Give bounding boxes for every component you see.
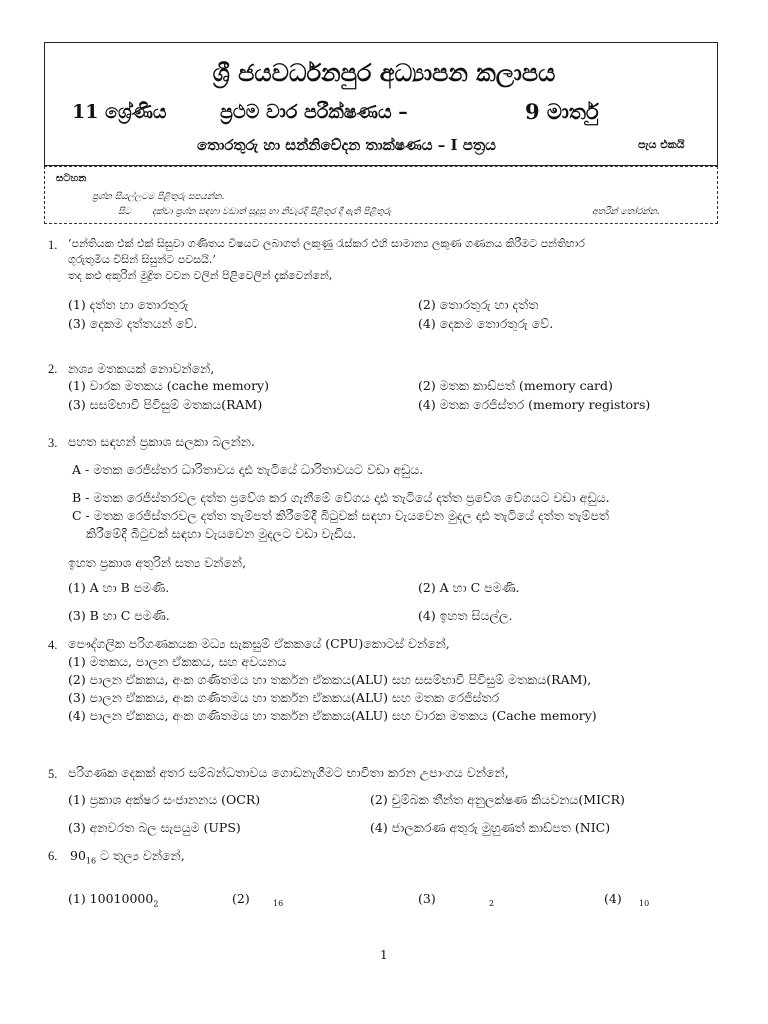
base-subscript: 16 [85, 856, 97, 866]
instruction-line-2: දක්වා ප්‍රශ්න සඳහා වඩාත් සුදුසු හා නිවැරදි පිළිතුර දී ඇති පිළිතුරු [152, 207, 392, 217]
subject-label: තොරතුරු හා සන්නිවේදන තාක්ෂණය – I පත්‍රය [197, 136, 496, 154]
question-3-option-3[interactable]: (3) B හා C පමණි. [68, 608, 170, 623]
grade-label: 11 ශ්‍රේණිය [72, 101, 167, 123]
question-3-option-1[interactable]: (1) A හා B පමණි. [68, 580, 170, 595]
question-6-text: ට තුල්‍ය වන්නේ, [96, 848, 185, 863]
term-label: ප්‍රථම වාර පරීක්ෂණය – [220, 101, 408, 123]
question-1-option-1[interactable]: (1) දත්ත හා තොරතුරු [68, 297, 189, 312]
instruction-line-1: ප්‍රශ්න සියල්ලටම පිළිතුරු සපයන්න. [92, 192, 225, 202]
option-3-base: 2 [489, 899, 495, 908]
exam-title: ශ්‍රී ජයවර්ධනපුර අධ්‍යාපන කලාපය [212, 58, 556, 87]
number-value: 90 [70, 848, 86, 863]
question-2-option-4[interactable]: (4) මතක රෙජිස්තර (memory registors) [418, 397, 651, 412]
statement-c: C - මතක රෙජිස්තරවල දත්ත තැම්පත් කිරීමේදී බිටුවක් සඳහා වැයවෙන මුදල දෘඪ තැටියේ දත්ත තැම්පත් [72, 508, 610, 523]
date-label: 9 මාර්තු [525, 99, 599, 124]
instruction-line-2-suffix: අතරින් තෝරන්න. [592, 207, 660, 217]
question-4-number: 4. [48, 638, 58, 652]
question-1-option-4[interactable]: (4) දෙකම තොරතුරු වේ. [418, 316, 554, 331]
question-5-number: 5. [48, 767, 58, 781]
question-4-option-4[interactable]: (4) පාලන ඒකකය, අංක ගණිතමය හා තර්කන ඒකකය(ALU) සහ වාරක මතකය (Cache memory) [68, 708, 597, 723]
option-2-base: 16 [273, 899, 284, 908]
question-3-option-4[interactable]: (4) ඉහත සියල්ල. [418, 608, 513, 623]
question-1-number: 1. [48, 238, 58, 252]
question-4-option-2[interactable]: (2) පාලන ඒකකය, අංක ගණිතමය හා තර්කන ඒකකය(ALU) සහ සසම්භාවී පිවිසුම් මතකය(RAM), [68, 672, 592, 687]
option-4-label: (4) [604, 891, 622, 906]
statement-c-cont: කිරීමේදී බිටුවක් සඳහා වැයවෙන මුදලට වඩා වැඩිය. [86, 526, 357, 541]
question-4-option-1[interactable]: (1) මතකය, පාලන ඒකකය, සහ අවයනය [68, 654, 287, 669]
option-2-label: (2) [232, 891, 250, 906]
question-6-option-1[interactable] [68, 891, 158, 909]
question-1-line: ගුරුතුමිය විසින් සිසුන්ට පවසයි.’ [68, 253, 216, 266]
question-3-prompt: ඉහත ප්‍රකාශ අතුරින් සත්‍ය වන්නේ, [68, 555, 247, 570]
question-6-option-2[interactable] [232, 891, 250, 906]
question-5-option-3[interactable]: (3) අනවරත බල සැපයුම (UPS) [68, 820, 241, 835]
question-2-option-3[interactable]: (3) සසම්භාවී පිවිසුම් මතකය(RAM) [68, 397, 263, 412]
question-2-option-2[interactable]: (2) මතක කාඩ්පත් (memory card) [418, 378, 613, 393]
instruction-line-2-prefix: සිට [118, 207, 131, 217]
question-5-option-1[interactable]: (1) ප්‍රකාශ අක්ෂර සංජානනය (OCR) [68, 792, 261, 807]
statement-a: A - මතක රෙජිස්තර ධාරිතාවය දෘඪ තැටියේ ධාරිතාවයට වඩා අඩුය. [72, 462, 424, 477]
question-1-option-2[interactable]: (2) තොරතුරු හා දත්ත [418, 297, 539, 312]
question-5-option-2[interactable]: (2) චුම්බක තීන්ත අනුලක්ෂණ කියවනය(MICR) [370, 792, 625, 807]
question-1-option-3[interactable]: (3) දෙකම දත්තයන් වේ. [68, 316, 198, 331]
question-6-option-4[interactable] [604, 891, 622, 906]
duration-label: පැය එකයි [638, 138, 685, 151]
page-number: 1 [380, 948, 388, 962]
option-1-value: (1) 10010000 [68, 891, 154, 906]
question-5-option-4[interactable]: (4) ජාලකරණ අතුරු මුහුණත් කාඩ්පත (NIC) [370, 820, 611, 835]
question-4-option-3[interactable]: (3) පාලන ඒකකය, අංක ගණිතමය හා තර්කන ඒකකය(ALU) සහ මතක රෙජිස්තර [68, 690, 500, 705]
question-1-line: ‘පන්තියක එක් එක් සිසුවා ගණිතය විෂයට ලබාගත් ලකුණු රැස්කර එහි සාමාන්‍ය ලකුණ ගණනය කිරීමට පන්තිභාර [68, 237, 585, 250]
question-3-option-2[interactable]: (2) A හා C පමණි. [418, 580, 520, 595]
question-6-option-3[interactable] [418, 891, 436, 906]
statement-b: B - මතක රෙජිස්තරවල දත්ත ප්‍රවේශ කර ගැනීමේ වේගය දෘඪ තැටියේ දත්ත ප්‍රවේශ වේගයට වඩා අඩුය. [72, 490, 610, 505]
question-2-number: 2. [48, 362, 58, 376]
question-3-line: පහත සඳහන් ප්‍රකාශ සලකා බලන්න. [68, 434, 255, 449]
instructions-heading: සටහන [56, 173, 87, 184]
question-6-line [70, 848, 185, 870]
question-4-line: පෞද්ගලික පරිගණකයක මධ්‍ය සැකසුම් ඒකකයේ (CPU)කොටස් වන්නේ, [68, 636, 450, 651]
option-4-base: 10 [639, 899, 650, 908]
option-1-base: 2 [153, 899, 159, 909]
question-1-line: තද කළු අකුරින් මුද්‍රිත වචන වලින් පිළිවෙලින් දැක්වෙන්නේ, [68, 269, 333, 282]
option-3-label: (3) [418, 891, 436, 906]
question-2-line: නශ්‍ය මතකයක් නොවන්නේ, [68, 361, 215, 376]
question-6-number: 6. [48, 849, 58, 863]
question-5-line: පරිගණක දෙකක් අතර සම්බන්ධතාවය ගොඩනැගීමට භාවිතා කරන උපාංගය වන්නේ, [68, 765, 509, 780]
question-3-number: 3. [48, 436, 58, 450]
question-2-option-1[interactable]: (1) වාරක මතකය (cache memory) [68, 378, 269, 393]
